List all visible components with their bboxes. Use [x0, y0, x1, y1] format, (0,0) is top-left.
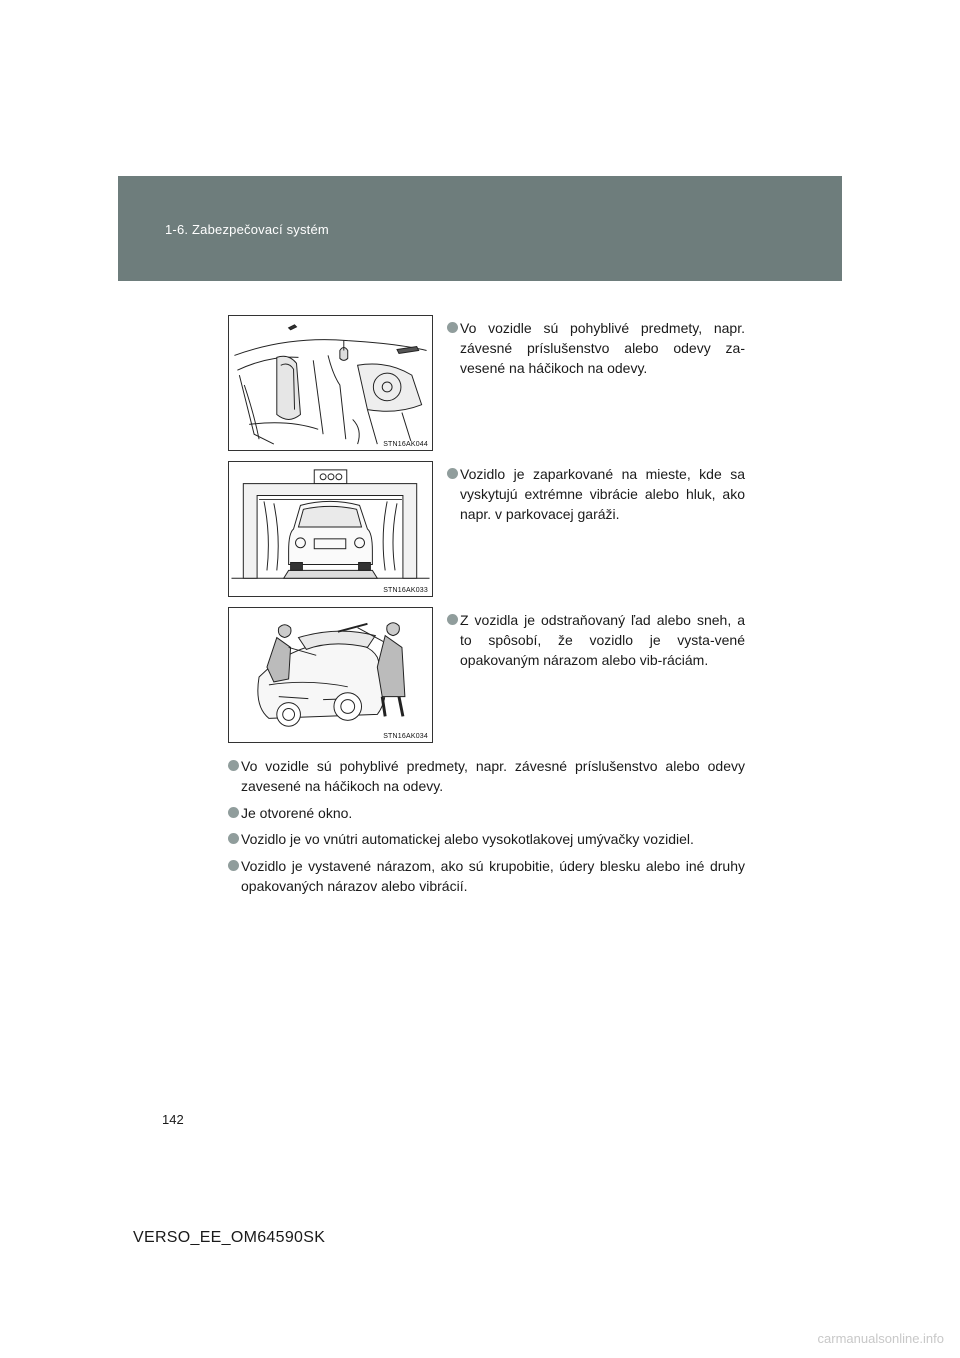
bullet-icon: [228, 760, 239, 771]
list-item: [228, 829, 745, 849]
list-item-text: Vozidlo je vo vnútri automatickej alebo vysokotlakovej umývačky vozidiel.: [241, 831, 694, 847]
list-item-text: Vozidlo je vystavené nárazom, ako sú krupobitie, údery blesku alebo iné druhy opakovaných nárazov alebo vibrácií.: [241, 858, 745, 894]
figure-garage-illustration: [228, 461, 433, 597]
figure-caption-text: Vozidlo je zaparkované na mieste, kde sa vyskytujú extrémne vibrácie alebo hluk, ako napr. v parkovacej garáži.: [460, 466, 745, 522]
figure-caption-text: Vo vozidle sú pohyblivé predmety, napr. závesné príslušenstvo alebo odevy za-vesené na háčikoch na odevy.: [460, 320, 745, 376]
bullet-icon: [447, 614, 458, 625]
figure-caption-item: [447, 464, 745, 524]
car-interior-image: [229, 316, 432, 450]
car-garage-image: [229, 462, 432, 596]
figure-caption-text: Z vozidla je odstraňovaný ľad alebo sneh, a to spôsobí, že vozidlo je vysta-vené opakovaným nárazom alebo vib-ráciám.: [460, 612, 745, 668]
figure-caption-item: [447, 610, 745, 670]
document-code: VERSO_EE_OM64590SK: [133, 1229, 326, 1246]
section-title: 1-6. Zabezpečovací systém: [165, 222, 329, 237]
list-item: [228, 756, 745, 796]
snow-removal-image: [229, 608, 432, 742]
bullet-icon: [228, 833, 239, 844]
bullet-icon: [228, 807, 239, 818]
figure-snow-removal-illustration: [228, 607, 433, 743]
figure-code: STN16AK033: [383, 587, 428, 594]
list-item-text: Je otvorené okno.: [241, 805, 353, 821]
figure-interior-illustration: [228, 315, 433, 451]
figure-code: STN16AK034: [383, 733, 428, 740]
bullet-icon: [228, 860, 239, 871]
list-item: [228, 856, 745, 896]
figure-code: STN16AK044: [383, 441, 428, 448]
page-number: 142: [162, 1112, 184, 1127]
list-item: [228, 803, 745, 823]
bullet-icon: [447, 322, 458, 333]
watermark-link[interactable]: carmanualsonline.info: [817, 1331, 944, 1346]
list-item-text: Vo vozidle sú pohyblivé predmety, napr. závesné príslušenstvo alebo odevy zavesené na háčikoch na odevy.: [241, 758, 745, 794]
figure-caption-item: [447, 318, 745, 378]
bullet-icon: [447, 468, 458, 479]
